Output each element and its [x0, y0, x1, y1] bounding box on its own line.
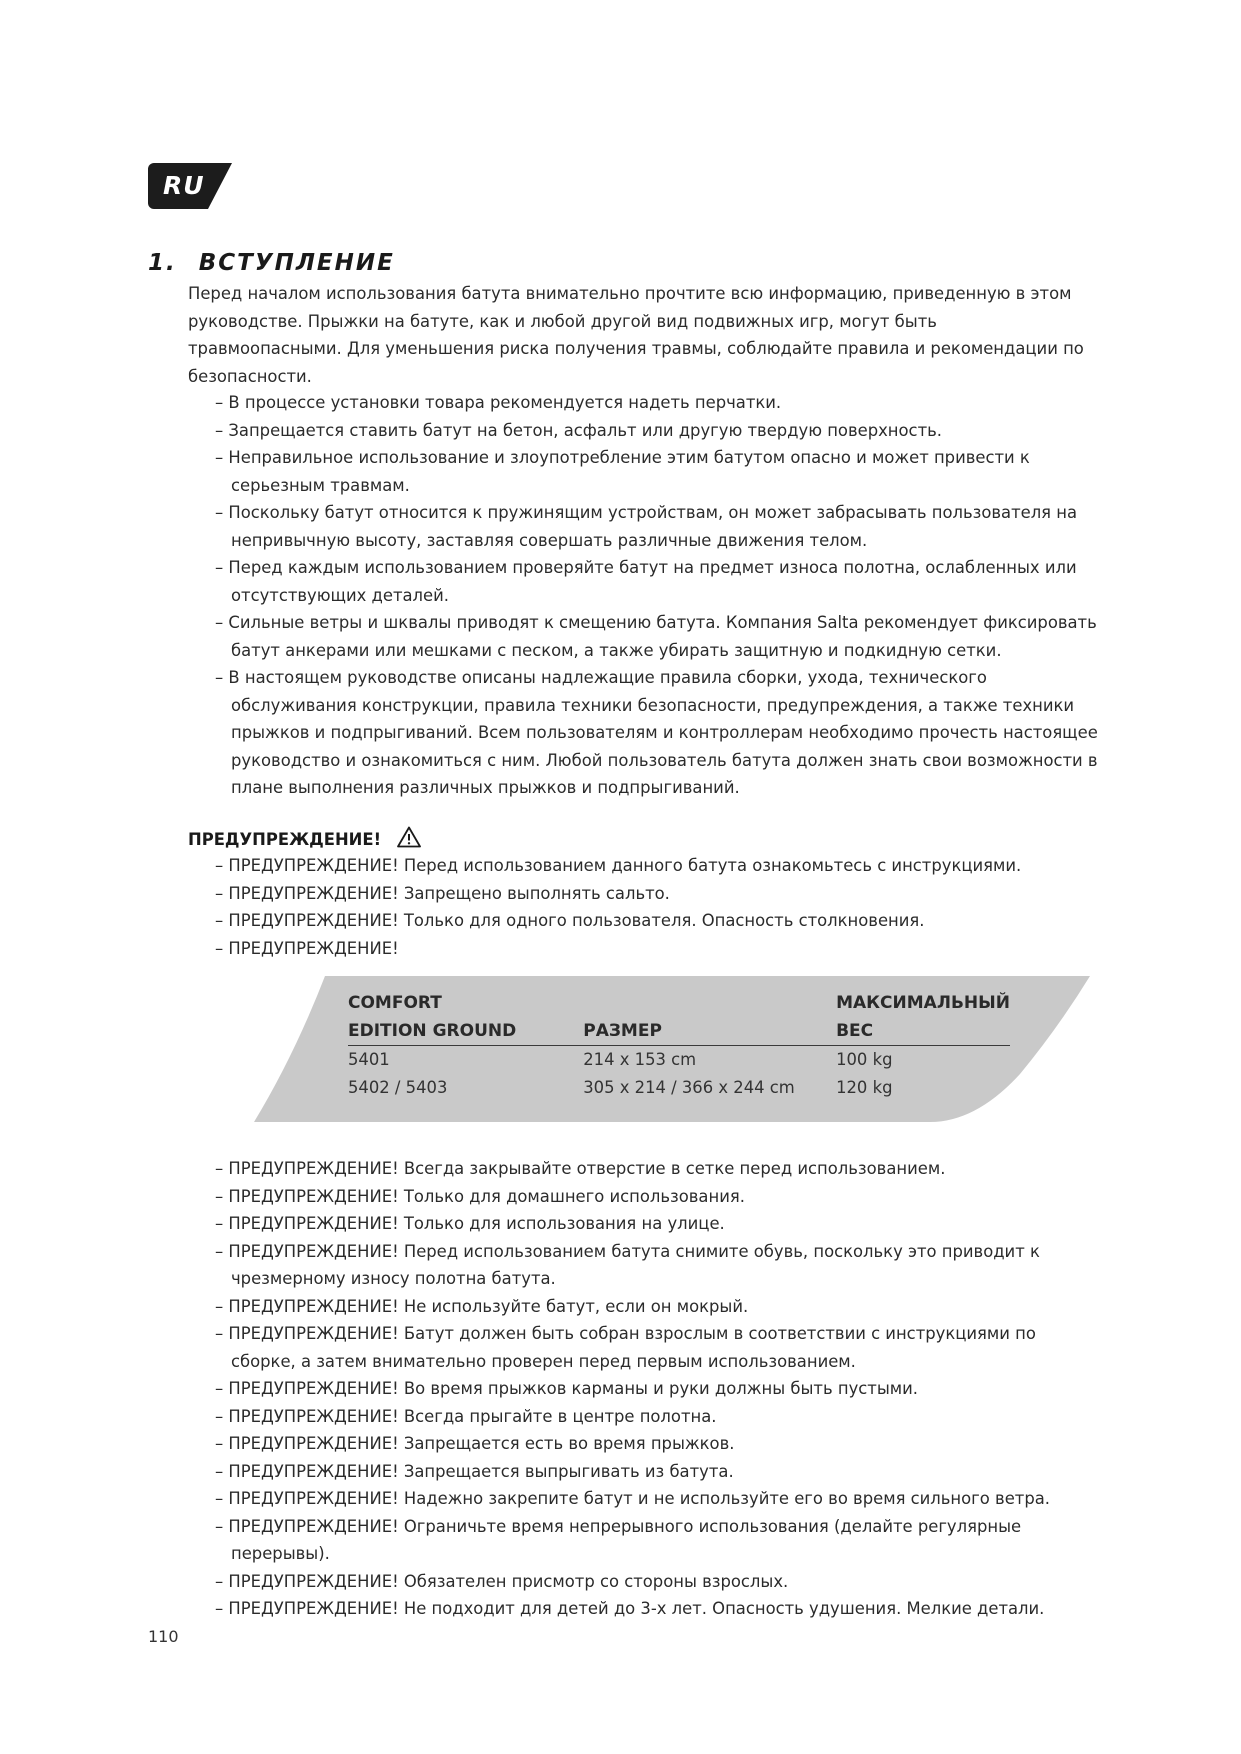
warning-heading	[188, 826, 421, 852]
warning-item: – ПРЕДУПРЕЖДЕНИЕ! Только для одного пользователя. Опасность столкновения.	[201, 907, 1101, 935]
warnings-top-list	[201, 852, 1101, 962]
warning-item: – ПРЕДУПРЕЖДЕНИЕ! Перед использованием батута снимите обувь, поскольку это приводит к чрезмерному износу полотна батута.	[201, 1238, 1101, 1293]
spec-table-panel	[250, 976, 1100, 1124]
warnings-bottom-list	[201, 1155, 1101, 1623]
list-item: – Сильные ветры и шквалы приводят к смещению батута. Компания Salta рекомендует фиксировать батут анкерами или мешками с песком, а также убирать защитную и подкидную сетки.	[201, 609, 1101, 664]
list-item: – Неправильное использование и злоупотребление этим батутом опасно и может привести к серьезным травмам.	[201, 444, 1101, 499]
warning-item: – ПРЕДУПРЕЖДЕНИЕ! Запрещается выпрыгивать из батута.	[201, 1458, 1101, 1486]
warning-item: – ПРЕДУПРЕЖДЕНИЕ! Обязателен присмотр со стороны взрослых.	[201, 1568, 1101, 1596]
warning-item: – ПРЕДУПРЕЖДЕНИЕ! Надежно закрепите батут и не используйте его во время сильного ветра.	[201, 1485, 1101, 1513]
warning-heading-text: ПРЕДУПРЕЖДЕНИЕ!	[188, 829, 382, 849]
column-header-weight: МАКСИМАЛЬНЫЙ ВЕС	[836, 990, 1010, 1046]
warning-item: – ПРЕДУПРЕЖДЕНИЕ! Всегда закрывайте отверстие в сетке перед использованием.	[201, 1155, 1101, 1183]
column-header-size: РАЗМЕР	[583, 990, 836, 1046]
spec-table	[348, 990, 1010, 1101]
warning-item: – ПРЕДУПРЕЖДЕНИЕ! Запрещается есть во время прыжков.	[201, 1430, 1101, 1458]
section-title-text: ВСТУПЛЕНИЕ	[198, 250, 395, 276]
warning-item: – ПРЕДУПРЕЖДЕНИЕ! Только для использования на улице.	[201, 1210, 1101, 1238]
section-number: 1.	[148, 250, 177, 276]
column-header-model: COMFORT EDITION GROUND	[348, 990, 583, 1046]
section-title	[148, 250, 395, 276]
cell-weight: 120 kg	[836, 1077, 893, 1097]
cell-weight: 100 kg	[836, 1050, 893, 1069]
cell-model: 5402 / 5403	[348, 1077, 448, 1097]
list-item: – Перед каждым использованием проверяйте батут на предмет износа полотна, ослабленных или отсутствующих деталей.	[201, 554, 1101, 609]
safety-list	[201, 389, 1101, 802]
page-number: 110	[148, 1627, 179, 1646]
cell-size: 214 x 153 cm	[583, 1050, 697, 1069]
warning-item: – ПРЕДУПРЕЖДЕНИЕ! Запрещено выполнять сальто.	[201, 880, 1101, 908]
warning-triangle-icon	[397, 826, 421, 852]
list-item: – Поскольку батут относится к пружинящим устройствам, он может забрасывать пользователя на непривычную высоту, заставляя совершать различные движения телом.	[201, 499, 1101, 554]
warning-item: – ПРЕДУПРЕЖДЕНИЕ!	[201, 935, 1101, 963]
list-item: – Запрещается ставить батут на бетон, асфальт или другую твердую поверхность.	[201, 417, 1101, 445]
warning-item: – ПРЕДУПРЕЖДЕНИЕ! Не подходит для детей до 3-х лет. Опасность удушения. Мелкие детали.	[201, 1595, 1101, 1623]
cell-model: 5401	[348, 1050, 390, 1069]
list-item: – В процессе установки товара рекомендуется надеть перчатки.	[201, 389, 1101, 417]
warning-item: – ПРЕДУПРЕЖДЕНИЕ! Батут должен быть собран взрослым в соответствии с инструкциями по сборке, а затем внимательно проверен перед первым использованием.	[201, 1320, 1101, 1375]
warning-item: – ПРЕДУПРЕЖДЕНИЕ! Ограничьте время непрерывного использования (делайте регулярные перерывы).	[201, 1513, 1101, 1568]
table-row	[348, 1074, 1010, 1102]
list-item: – В настоящем руководстве описаны надлежащие правила сборки, ухода, технического обслуживания конструкции, правила техники безопасности, предупреждения, а также техники прыжков и подпрыгиваний. Всем пользователям и контроллерам необходимо прочесть настоящее руководство и ознакомиться с ним. Любой пользователь батута должен знать свои возможности в плане выполнения различных прыжков и подпрыгиваний.	[201, 664, 1101, 802]
warning-item: – ПРЕДУПРЕЖДЕНИЕ! Во время прыжков карманы и руки должны быть пустыми.	[201, 1375, 1101, 1403]
language-code: RU	[163, 171, 205, 200]
cell-size: 305 x 214 / 366 x 244 cm	[583, 1077, 795, 1097]
warning-item: – ПРЕДУПРЕЖДЕНИЕ! Не используйте батут, если он мокрый.	[201, 1293, 1101, 1321]
warning-item: – ПРЕДУПРЕЖДЕНИЕ! Только для домашнего использования.	[201, 1183, 1101, 1211]
intro-paragraph: Перед началом использования батута внимательно прочтите всю информацию, приведенную в этом руководстве. Прыжки на батуте, как и любой другой вид подвижных игр, могут быть травмоопасными. Для уменьшения риска получения травмы, соблюдайте правила и рекомендации по безопасности.	[188, 284, 1084, 386]
table-row	[348, 1046, 1010, 1074]
warning-item: – ПРЕДУПРЕЖДЕНИЕ! Всегда прыгайте в центре полотна.	[201, 1403, 1101, 1431]
language-badge	[148, 163, 232, 209]
warning-item: – ПРЕДУПРЕЖДЕНИЕ! Перед использованием данного батута ознакомьтесь с инструкциями.	[201, 852, 1101, 880]
